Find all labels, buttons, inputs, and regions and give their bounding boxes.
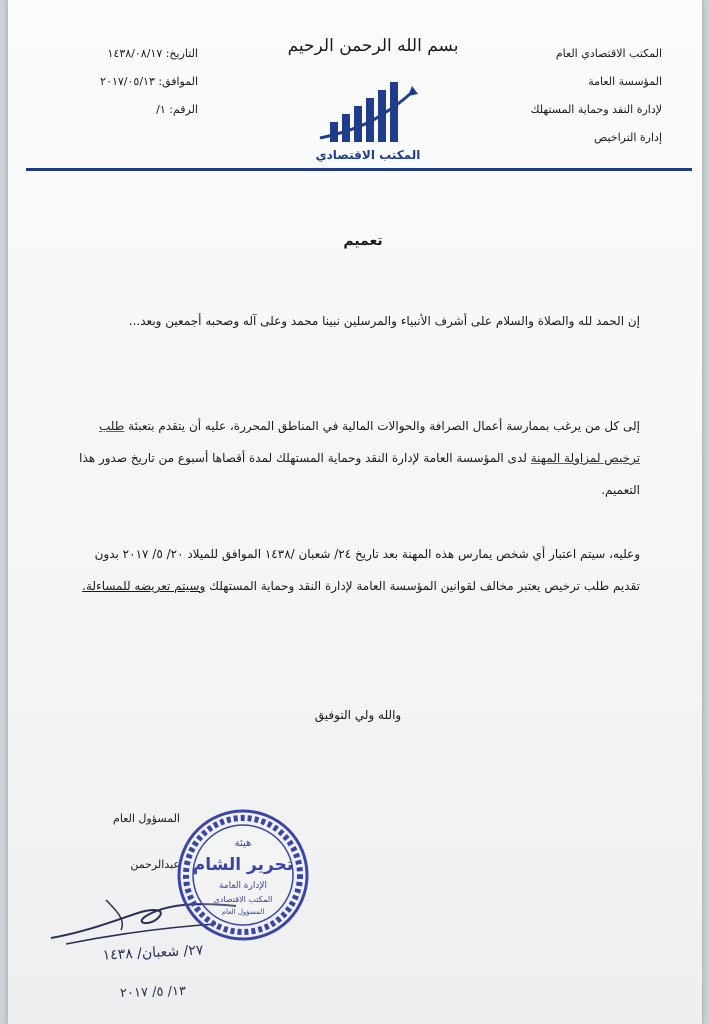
handwritten-hijri-date: ٢٧/ شعبان/ ١٤٣٨: [102, 942, 204, 964]
issuer-line-2: المؤسسة العامة: [588, 75, 662, 88]
header-divider: [26, 168, 692, 171]
logo-caption: المكتب الاقتصادي: [315, 148, 421, 162]
stamp-line-3: المسؤول العام: [221, 908, 265, 916]
stamp-line-1: الإدارة العامة: [218, 881, 268, 891]
date-block: [48, 40, 198, 124]
licensing-paragraph: [70, 410, 640, 506]
penalty-paragraph: [70, 538, 640, 602]
document-title: تعميم: [343, 233, 383, 249]
issuer-block: [442, 40, 662, 152]
licensing-text-b: لدى المؤسسة العامة لإدارة النقد وحماية المستهلك لمدة أقصاها أسبوع من تاريخ صدور هذا التعميم.: [79, 451, 640, 497]
handwritten-gregorian-date: ١٣/ ٥/ ٢٠١٧: [119, 983, 187, 1002]
reference-number: الرقم: ١/: [156, 103, 198, 116]
basmala: بسم الله الرحمن الرحيم: [287, 36, 459, 56]
license-request-highlight: طلب ترخيص لمزاولة المهنة: [99, 419, 640, 465]
issuer-line-3: لإدارة النقد وحماية المستهلك: [530, 103, 662, 116]
stamp-line-2: المكتب الاقتصادي: [213, 895, 273, 904]
document-page: [8, 0, 702, 1024]
hijri-date: التاريخ: ١٤٣٨/٠٨/١٧: [107, 47, 198, 60]
licensing-text-a: إلى كل من يرغب بممارسة أعمال الصرافة والحوالات المالية في المناطق المحررة، عليه أن يتقدم بتعبئة: [124, 419, 640, 433]
opening-paragraph: إن الحمد لله والصلاة والسلام على أشرف الأنبياء والمرسلين نبينا محمد وعلى آله وصحبه أجمعين وبعد...: [128, 314, 640, 328]
issuer-line-1: المكتب الاقتصادي العام: [555, 47, 662, 60]
signatory-title: المسؤول العام: [113, 812, 180, 825]
closing-line: والله ولي التوفيق: [314, 708, 402, 722]
penalty-text: وعليه، سيتم اعتبار أي شخص يمارس هذه المهنة بعد تاريخ ٢٤/ شعبان /١٤٣٨ الموافق للميلاد ٢٠/ ٥/ ٢٠١٧ بدون تقديم طلب ترخيص يعتبر مخالف لقوانين المؤسسة العامة لإدارة النقد وحماية المستهلك: [94, 547, 640, 593]
official-stamp: [176, 808, 310, 942]
stamp-main: تحرير الشام: [192, 855, 294, 875]
stamp-top: هيئة: [234, 838, 252, 849]
issuer-line-4: إدارة التراخيص: [593, 131, 662, 144]
gregorian-date: الموافق: ٢٠١٧/٠٥/١٣: [100, 75, 198, 88]
penalty-underlined: وسيتم تعريضه للمساءلة.: [82, 579, 206, 593]
signatory-name: عبدالرحمن: [130, 858, 180, 871]
